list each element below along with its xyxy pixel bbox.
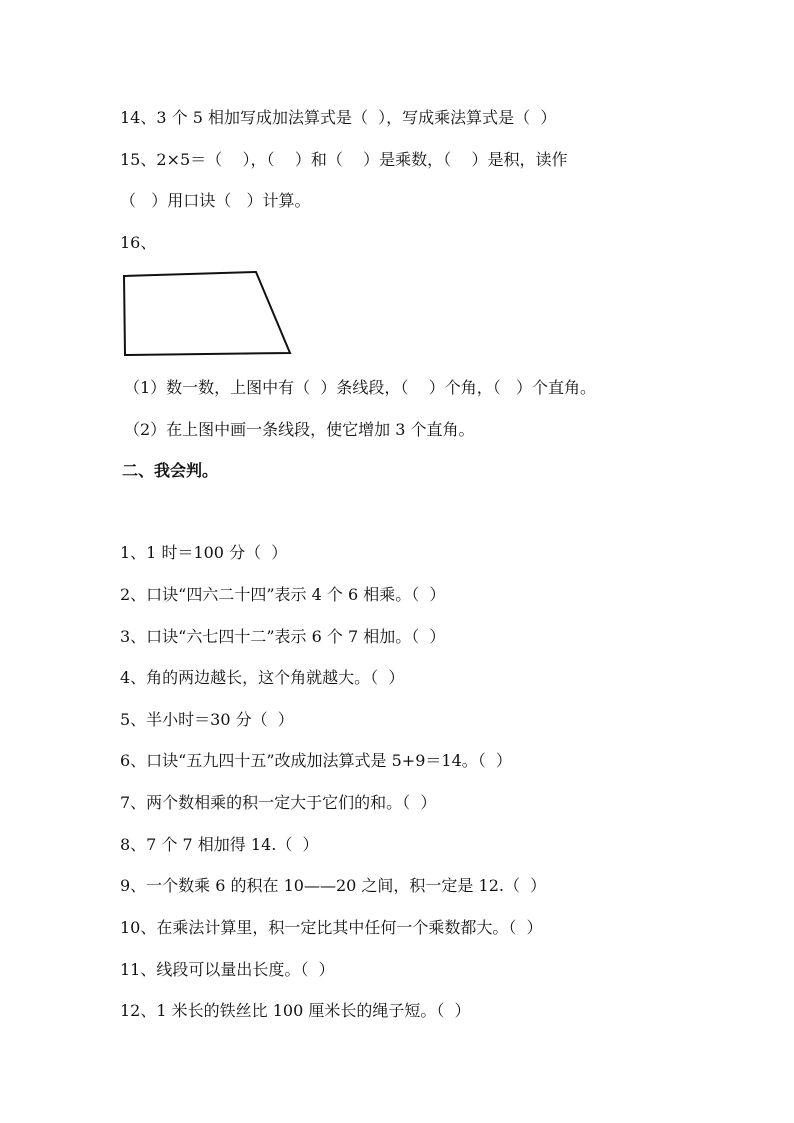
question-16-part-2: （2）在上图中画一条线段，使它增加 3 个直角。: [124, 420, 475, 439]
question-15-line-1: 15、2×5＝（ ），（ ）和（ ）是乘数，（ ）是积，读作: [120, 150, 568, 169]
judge-item: 1、1 时＝100 分（ ）: [120, 543, 288, 562]
quadrilateral-shape: [124, 272, 290, 355]
judge-item: 7、两个数相乘的积一定大于它们的和。（ ）: [120, 793, 437, 812]
judge-item: 5、半小时＝30 分（ ）: [120, 710, 294, 729]
judge-item: 6、口诀“五九四十五”改成加法算式是 5+9＝14。（ ）: [120, 751, 512, 770]
question-16-part-1: （1）数一数，上图中有（ ）条线段，（ ）个角，（ ）个直角。: [124, 378, 596, 397]
judge-item: 3、口诀“六七四十二”表示 6 个 7 相加。（ ）: [120, 627, 446, 646]
judge-item: 8、7 个 7 相加得 14.（ ）: [120, 835, 319, 854]
judge-item: 9、一个数乘 6 的积在 10——20 之间，积一定是 12.（ ）: [120, 876, 547, 895]
judge-item: 4、角的两边越长，这个角就越大。（ ）: [120, 668, 405, 687]
question-15-line-2: （ ）用口诀（ ）计算。: [120, 191, 311, 210]
judge-item: 12、1 米长的铁丝比 100 厘米长的绳子短。（ ）: [120, 1001, 471, 1020]
question-16-label: 16、: [120, 233, 157, 252]
question-14: 14、3 个 5 相加写成加法算式是（ ），写成乘法算式是（ ）: [120, 108, 557, 127]
quadrilateral-figure: [118, 266, 298, 362]
judge-item: 2、口诀“四六二十四”表示 4 个 6 相乘。（ ）: [120, 585, 446, 604]
judge-item: 11、线段可以量出长度。（ ）: [120, 960, 335, 979]
section-heading: 二、我会判。: [122, 461, 219, 480]
judge-item: 10、在乘法计算里，积一定比其中任何一个乘数都大。（ ）: [120, 918, 543, 937]
